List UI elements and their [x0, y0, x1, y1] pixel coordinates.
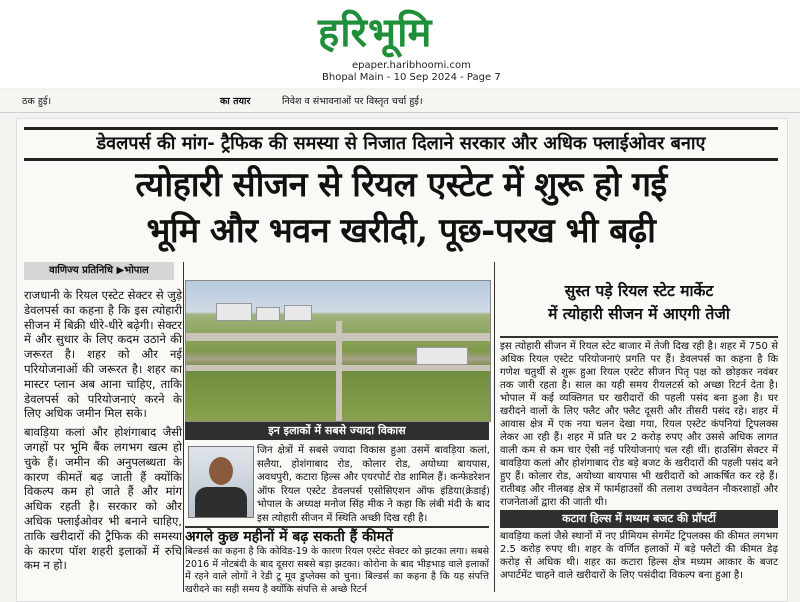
haribhoomi-logo[interactable]: हरिभूमि	[318, 9, 433, 56]
right-heading-line-2: में त्योहारी सीजन में आएगी तेजी	[548, 305, 730, 323]
left-paragraph-1: राजधानी के रियल एस्टेट सेक्टर से जुड़े डेवलपर्स का कहना है कि इस त्योहारी सीजन में बिक्री धीरे-धीरे बढ़ेगी। सेक्टर में और सुधार के लिए कदम उठाने की जरूरत है। शहर को और नई परियोजनाओं की जरूरत है। शहर का मास्टर प्लान अब आना चाहिए, ताकि डेवलपर्स को परियोजनाएं करने के लिए अधिक जमीन मिल सके।	[24, 288, 182, 421]
strip-middle-text: का तयार	[220, 96, 251, 107]
article-kicker: डेवलपर्स की मांग- ट्रैफिक की समस्या से निजात दिलाने सरकार और अधिक फ्लाईओवर बनाए	[24, 127, 778, 161]
road-shape	[336, 321, 342, 421]
byline: वाणिज्य प्रतिनिधि ▶भोपाल	[24, 262, 174, 280]
column-divider	[183, 262, 184, 592]
building-shape	[284, 305, 312, 321]
aerial-photo	[185, 280, 491, 422]
article-headline	[24, 162, 778, 254]
building-shape	[416, 347, 468, 365]
left-paragraph-2: बावड़िया कलां और होशंगाबाद जैसी जगहों पर भूमि बैंक लगभग खत्म हो चुके हैं। जमीन की अनुपलब्धता के कारण कीमतें बढ़ जाती हैं क्योंकि विकल्प कम हो जाते हैं और मांग अधिक रहती है। सरकार को और अधिक फ्लाईओवर भी बनाने चाहिए, ताकि खरीदारों की ट्रैफिक की समस्या के कारण पॉश शहरी इलाकों में रुचि कम न हो।	[24, 425, 182, 573]
right-box-heading	[500, 280, 778, 338]
middle-text: जिन क्षेत्रों में सबसे ज्यादा विकास हुआ उसमें बावड़िया कलां, सलैया, होशंगाबाद रोड, कोलार रोड, अयोध्या बायपास, अवधपुरी, कटारा हिल्स और एयरपोर्ट रोड शामिल हैं। कन्फेडरेशन ऑफ रियल एस्टेट डेवलपर्स एसोसिएशन ऑफ इंडिया(क्रेडाई) भोपाल के अध्यक्ष मनोज सिंह मीक ने कहा कि लंबी मंदी के बाद इस त्योहारी सीजन में स्थिति अच्छी दिख रही है।	[257, 445, 490, 524]
right-column-text: इस त्योहारी सीजन में रियल स्टेट बाजार में तेजी दिख रही है। शहर में 750 से अधिक रियल एस्टेट परियोजनाएं प्रगति पर हैं। डेवलपर्स का कहना है कि गणेश चतुर्थी से शुरू हुआ रियल एस्टेट सीजन पितृ पक्ष को छोड़कर नवंबर तक जारी रहता है। साल का यही समय रीयलटर्स को अच्छा रिटर्न देता है। भोपाल में कई व्यक्तिगत घर खरीदारों की पहली पसंद बना हुआ है। घर खरीदने वालों के लिए फ्लैट और फ्लैट दूसरी और तीसरी पसंद रहे। शहर में आवास क्षेत्र में एक नया चलन देखा गया, रियल एस्टेट कंपनियां ट्रिपलक्स लेकर आ रही हैं। शहर में प्रति घर 2 करोड़ रुपए और उससे अधिक लागत वाली कम से कम चार ऐसी नई परियोजनाएं चल रही थीं। हाउसिंग सेक्टर में बावड़िया कलां और होशंगाबाद रोड बड़े बजट के खरीदारों की पहली पसंद बने हुए हैं। कोलार रोड, अयोध्या बायपास भी खरीदारों को आकर्षित कर रहे हैं। रातीबड़ और नीलबड़ क्षेत्र में फार्महाउसों की तलाश उच्चवेतन नौकरशाहों और राजनेताओं द्वारा की जाती थी।	[500, 341, 778, 508]
person-portrait	[188, 446, 254, 518]
building-shape	[256, 307, 280, 321]
subheading-prices: अगले कुछ महीनों में बढ़ सकती हैं कीमतें	[185, 526, 489, 546]
epaper-url[interactable]: epaper.haribhoomi.com	[352, 60, 471, 71]
strip-left-text: ठक हुई।	[22, 96, 52, 107]
building-shape	[216, 303, 252, 321]
bottom-middle-text: बिल्डर्स का कहना है कि कोविड-19 के कारण रियल एस्टेट सेक्टर को झटका लगा। सबसे 2016 में नोटबंदी के बाद दूसरा सबसे बड़ा झटका। कोरोना के बाद भीड़भाड़ वाले इलाकों में रहने वाले लोगों ने रेडी टू मूव डुप्लेक्स को चुना। बिल्डर्स का कहना है कि यह संपत्ति खरीदने का सही समय है क्योंकि संपत्ति से अच्छे रिटर्न	[185, 546, 489, 595]
right-bottom-text: बावड़िया कलां जैसे स्थानों में नए प्रीमियम सेगमेंट ट्रिपलक्स की कीमत लगभग 2.5 करोड़ रुपए थी। शहर के वर्णित इलाकों में बड़े फ्लैटों की कीमत डेढ़ करोड़ से अधिक थी। शहर का कटारा हिल्स क्षेत्र मध्यम आकार के बजट अपार्टमेंट चाहने वाले खरीदारों के लिए पसंदीदा विकल्प बना हुआ है।	[500, 531, 778, 581]
headline-line-1: त्योहारी सीजन से रियल एस्टेट में शुरू हो गई	[135, 165, 667, 205]
strip-right-text: निवेश व संभावनाओं पर विस्तृत चर्चा हुई।	[282, 96, 423, 107]
column-divider-right	[494, 262, 495, 592]
photo-caption: इन इलाकों में सबसे ज्यादा विकास	[185, 422, 489, 440]
previous-article-strip	[0, 90, 800, 113]
right-heading-line-1: सुस्त पड़े रियल स्टेट मार्केट	[564, 282, 714, 300]
katara-hills-bar: कटारा हिल्स में मध्यम बजट की प्रॉपर्टी	[500, 510, 778, 528]
portrait-head	[209, 457, 233, 485]
left-column	[24, 288, 182, 573]
headline-line-2: भूमि और भवन खरीदी, पूछ-परख भी बढ़ी	[146, 211, 656, 251]
edition-label: Bhopal Main - 10 Sep 2024 - Page 7	[322, 72, 501, 83]
portrait-body	[195, 487, 247, 518]
